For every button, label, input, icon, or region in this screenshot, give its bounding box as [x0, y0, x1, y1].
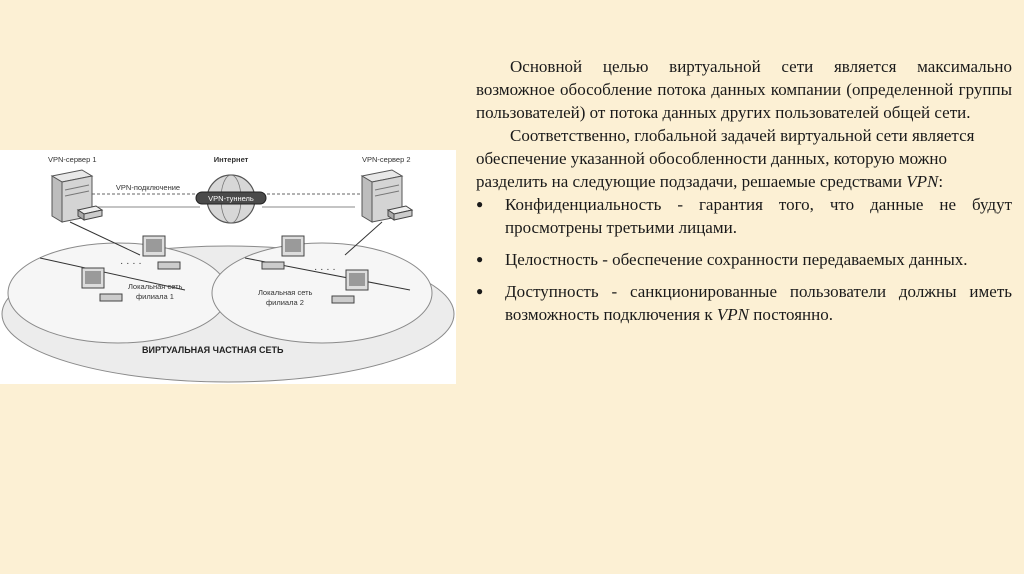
branch-2-label-line1: Локальная сеть — [258, 288, 313, 297]
vpn-diagram-svg — [0, 150, 456, 384]
bullet-icon: ● — [476, 252, 484, 266]
vpn-network-label: ВИРТУАЛЬНАЯ ЧАСТНАЯ СЕТЬ — [142, 345, 284, 355]
list-item — [476, 193, 1012, 239]
branch-1-dots: · · · · — [120, 258, 142, 269]
bullet-text: Доступность - санкционированные пользователи должны иметь возможность подключения к — [505, 282, 1012, 324]
bullet-vpn: VPN — [716, 305, 749, 324]
list-item — [476, 280, 1012, 326]
subtask-list — [476, 193, 1012, 326]
paragraph-tasks-vpn: VPN — [906, 172, 939, 191]
vpn-tunnel-label: VPN-туннель — [208, 194, 254, 203]
branch-1-label-line2: филиала 1 — [136, 292, 174, 301]
paragraph-tasks-prefix: Соответственно, глобальной задачей виртуальной сети является обеспечение указанной обособленности данных, которую можно разделить на следующие подзадачи, решаемые средствами — [476, 126, 975, 191]
vpn-server-2-label: VPN-сервер 2 — [362, 155, 411, 164]
internet-label: Интернет — [213, 155, 249, 164]
vpn-connection-label: VPN-подключение — [115, 183, 181, 192]
vpn-server-1-label: VPN-сервер 1 — [48, 155, 97, 164]
paragraph-goal: Основной целью виртуальной сети является максимально возможное обособление потока данных компании (определенной группы пользователей) от потока данных других пользователей общей сети. — [476, 57, 1012, 122]
bullet-text: Конфиденциальность - гарантия того, что данные не будут просмотрены третьими лицами. — [505, 195, 1012, 237]
vpn-diagram — [0, 150, 456, 384]
branch-2-label-line2: филиала 2 — [266, 298, 304, 307]
bullet-icon: ● — [476, 284, 484, 298]
bullet-text: Целостность - обеспечение сохранности передаваемых данных. — [505, 250, 968, 269]
branch-2-dots: · · · · — [314, 264, 336, 275]
branch-1-label-line1: Локальная сеть — [128, 282, 183, 291]
bullet-suffix: постоянно. — [749, 305, 833, 324]
paragraph-tasks-suffix: : — [938, 172, 944, 191]
text-block — [476, 55, 1012, 335]
bullet-icon: ● — [476, 197, 484, 211]
list-item — [476, 248, 1012, 271]
paragraph-tasks — [476, 124, 1012, 193]
